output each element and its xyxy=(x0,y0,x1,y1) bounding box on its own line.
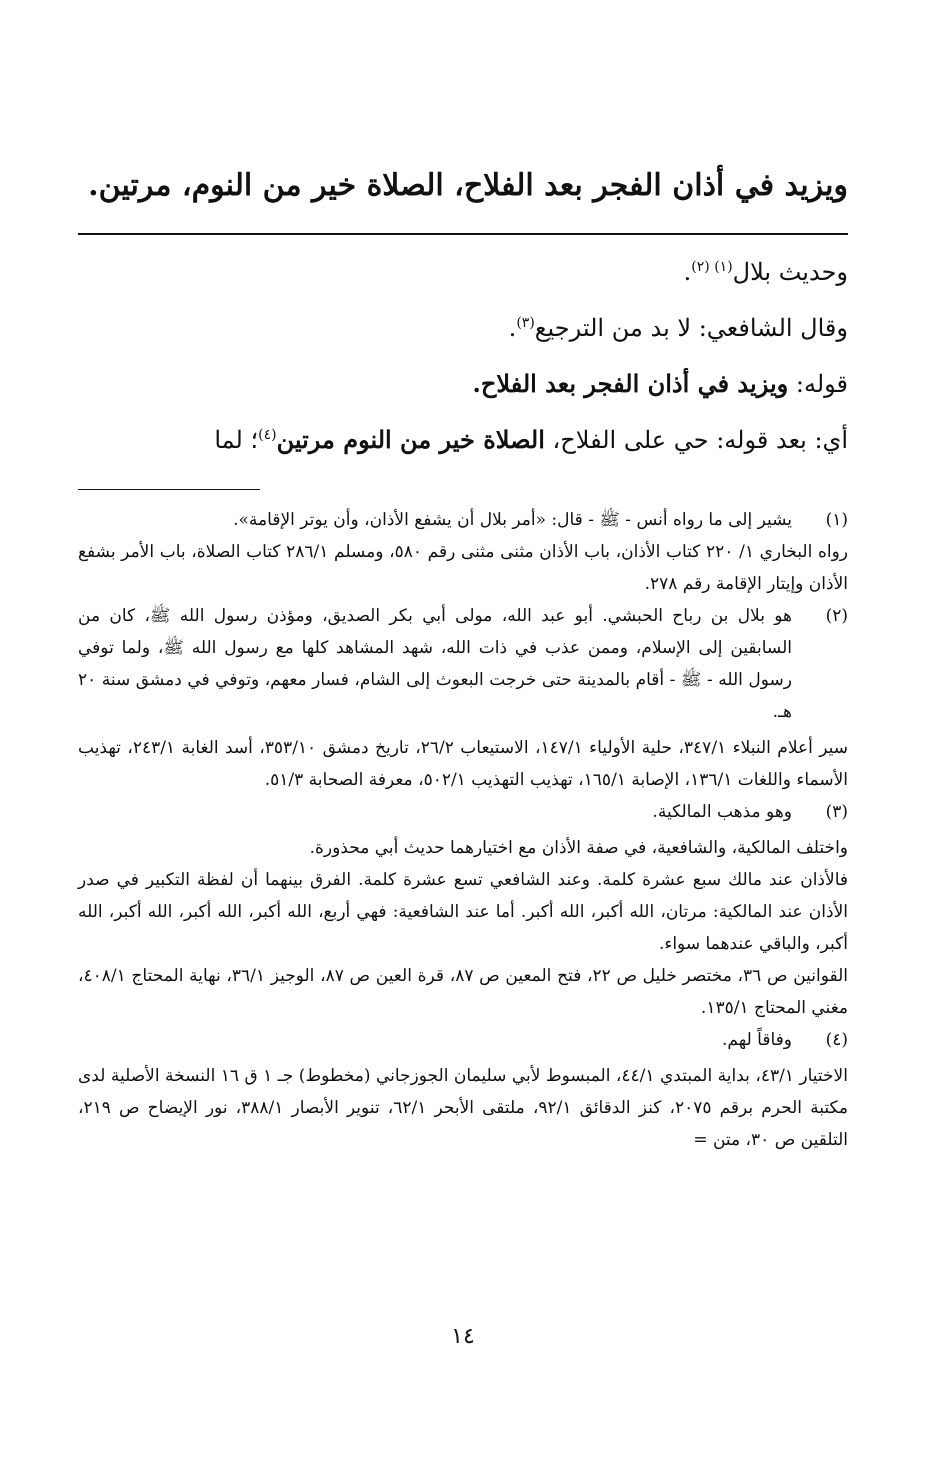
heading-rule xyxy=(78,233,848,235)
footnote-paragraph: وهو مذهب المالكية. xyxy=(652,802,792,822)
footnote-number: (٣) xyxy=(825,802,848,822)
footnote-paragraph: رواه البخاري ١/ ٢٢٠ كتاب الأذان، باب الأذان مثنى مثنى رقم ٥٨٠، ومسلم ٢٨٦/١ كتاب الصلاة، باب الأمر بشفع الأذان وإيتار الإقامة رقم ٢٧٨. xyxy=(78,542,848,594)
footnote-4 xyxy=(78,1024,848,1056)
main-line-2 xyxy=(78,300,848,356)
footnote-number: (٤) xyxy=(825,1030,848,1050)
footnote-number: (١) xyxy=(825,510,848,530)
footnote-ref-4[interactable]: (٤) xyxy=(258,427,277,443)
footnote-paragraph: فالأذان عند مالك سبع عشرة كلمة. وعند الشافعي تسع عشرة كلمة. الفرق بينهما أن لفظة التكبير في صدر الأذان عند المالكية: مرتان، الله أكبر، الله أكبر. أما عند الشافعية: فهي أربع، الله أكبر، الله أكبر، الله أكبر، الله أكبر، والباقي عندهما سواء. xyxy=(78,870,848,954)
footnote-1 xyxy=(78,504,848,536)
line-3-quote: ويزيد في أذان الفجر بعد الفلاح. xyxy=(472,369,789,398)
footnote-ref-1-2[interactable]: (١) (٢) xyxy=(691,259,733,275)
footnote-body xyxy=(78,600,792,728)
line-2-end: . xyxy=(508,314,517,342)
book-page xyxy=(78,0,848,1478)
line-4-text: أي: بعد قوله: حي على الفلاح، xyxy=(544,426,848,454)
line-1-text: وحديث بلال xyxy=(732,258,848,286)
footnote-1-continued xyxy=(78,536,848,600)
line-4-end: ؛ لما xyxy=(214,426,259,454)
footnote-3 xyxy=(78,796,848,828)
footnote-body xyxy=(78,504,792,536)
footnote-body xyxy=(78,1024,792,1056)
footnote-paragraph: يشير إلى ما رواه أنس - ﷺ - قال: «أمر بلال أن يشفع الأذان، وأن يوتر الإقامة». xyxy=(233,510,792,530)
footnote-number: (٢) xyxy=(825,606,848,626)
footnotes xyxy=(78,504,848,1156)
footnote-3-continued xyxy=(78,832,848,1024)
footnote-2-continued xyxy=(78,732,848,796)
line-2-text: وقال الشافعي: لا بد من الترجيع xyxy=(534,314,848,342)
main-line-3 xyxy=(78,356,848,412)
footnote-paragraph: واختلف المالكية، والشافعية، في صفة الأذان مع اختيارهما حديث أبي محذورة. xyxy=(309,838,848,858)
footnote-paragraph: هو بلال بن رباح الحبشي. أبو عبد الله، مولى أبي بكر الصديق، ومؤذن رسول الله ﷺ، كان من السابقين إلى الإسلام، وممن عذب في ذات الله، شهد المشاهد كلها مع رسول الله ﷺ، ولما توفي رسول الله - ﷺ - أقام بالمدينة حتى خرجت البعوث إلى الشام، فسار معهم، وتوفي في دمشق سنة ٢٠ هـ. xyxy=(78,606,792,722)
footnote-4-continued xyxy=(78,1060,848,1156)
footnote-paragraph: وفاقاً لهم. xyxy=(722,1030,792,1050)
line-4-quote: الصلاة خير من النوم مرتين xyxy=(276,425,545,454)
main-line-1 xyxy=(78,244,848,300)
footnote-paragraph: سير أعلام النبلاء ٣٤٧/١، حلية الأولياء ١٤٧/١، الاستيعاب ٢٦/٢، تاريخ دمشق ٣٥٣/١٠، أسد الغابة ٢٤٣/١، تهذيب الأسماء واللغات ١٣٦/١، الإصابة ١٦٥/١، تهذيب التهذيب ٥٠٢/١، معرفة الصحابة ٥١/٣. xyxy=(78,738,848,790)
footnote-ref-3[interactable]: (٣) xyxy=(516,315,535,331)
footnote-separator xyxy=(78,489,260,490)
main-text xyxy=(78,244,848,468)
footnote-body xyxy=(78,796,792,828)
footnote-paragraph: الاختيار ٤٣/١، بداية المبتدي ٤٤/١، المبسوط لأبي سليمان الجوزجاني (مخطوط) جـ ١ ق ١٦ النسخة الأصلية لدى مكتبة الحرم برقم ٢٠٧٥، كنز الدقائق ٩٢/١، ملتقى الأبحر ٦٢/١، تنوير الأبصار ٣٨٨/١، نور الإيضاح ص ٢١٩، التلقين ص ٣٠، متن = xyxy=(78,1066,849,1150)
footnote-paragraph: القوانين ص ٣٦، مختصر خليل ص ٢٢، فتح المعين ص ٨٧، قرة العين ص ٨٧، الوجيز ٣٦/١، نهاية المحتاج ٤٠٨/١، مغني المحتاج ١٣٥/١. xyxy=(78,966,849,1018)
footnote-2 xyxy=(78,600,848,728)
line-1-end: . xyxy=(683,258,692,286)
page-number: ١٤ xyxy=(451,1324,475,1349)
main-line-4 xyxy=(78,412,848,468)
line-3-label: قوله: xyxy=(788,370,848,398)
section-heading: ويزيد في أذان الفجر بعد الفلاح، الصلاة خير من النوم، مرتين. xyxy=(88,168,848,203)
